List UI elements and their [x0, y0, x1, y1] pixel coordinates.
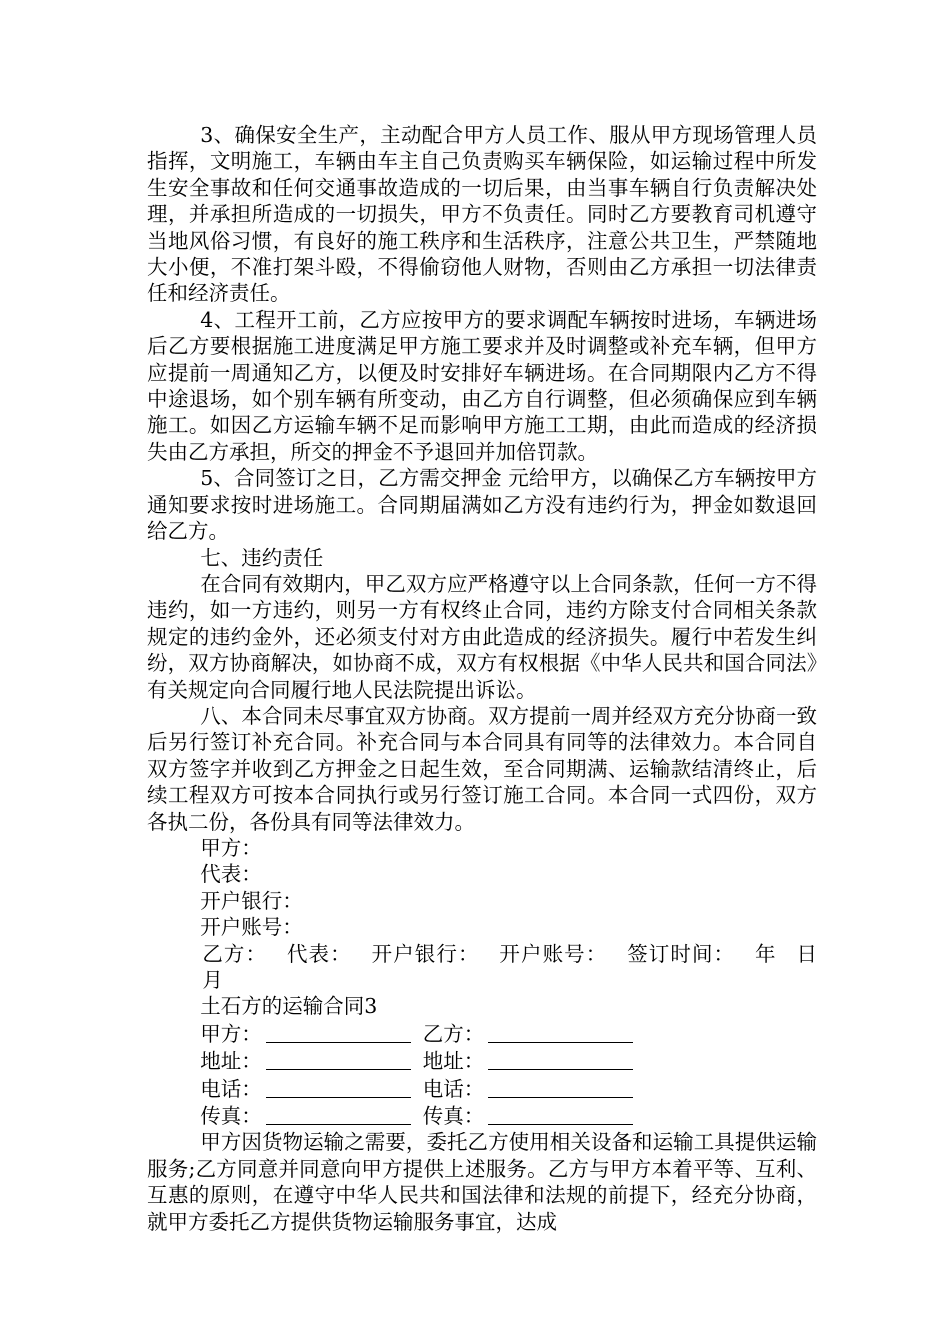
info-row-phone [147, 1075, 817, 1102]
contract-3-title: 土石方的运输合同3 [200, 994, 378, 1019]
address-b-label: 地址： [422, 1049, 485, 1074]
party-b-blank[interactable] [488, 1022, 633, 1043]
party-b-signature-row: 乙方： 代表： 开户银行： 开户账号： 签订时间： 年 日 月 [202, 941, 817, 992]
party-a-blank[interactable] [266, 1022, 411, 1043]
phone-a-blank[interactable] [266, 1077, 411, 1098]
section-8: 八、本合同未尽事宜双方协商。双方提前一周并经双方充分协商一致后另行签订补充合同。补充合同与本合同具有同等的法律效力。本合同自双方签字并收到乙方押金之日起生效，至合同期满、运输款结清终止，后续工程双方可按本合同执行或另行签订施工合同。本合同一式四份，双方各执二份，各份具有同等法律效力。 [147, 703, 817, 834]
info-row-fax [147, 1102, 817, 1129]
section-7-title: 七、违约责任 [200, 545, 324, 570]
clause-5: 5、合同签订之日，乙方需交押金 元给甲方，以确保乙方车辆按甲方通知要求按时进场施工。合同期届满如乙方没有违约行为，押金如数退回给乙方。 [147, 466, 817, 544]
party-a-rep: 代表： [200, 862, 262, 887]
info-row-party [147, 1020, 817, 1047]
party-a-name: 甲方： [200, 835, 262, 860]
fax-a-label: 传真： [200, 1104, 262, 1129]
contract-3-intro: 甲方因货物运输之需要，委托乙方使用相关设备和运输工具提供运输服务;乙方同意并同意向甲方提供上述服务。乙方与甲方本着平等、互利、互惠的原则，在遵守中华人民共和国法律和法规的前提下，经充分协商，就甲方委托乙方提供货物运输服务事宜，达成 [147, 1130, 817, 1234]
fax-a-blank[interactable] [266, 1104, 411, 1125]
phone-b-label: 电话： [422, 1076, 485, 1101]
fax-b-label: 传真： [422, 1104, 485, 1129]
party-a-account: 开户账号： [200, 915, 303, 940]
phone-b-blank[interactable] [488, 1077, 633, 1098]
address-a-blank[interactable] [266, 1049, 411, 1070]
phone-a-label: 电话： [200, 1076, 262, 1101]
fax-b-blank[interactable] [488, 1104, 633, 1125]
party-a-label: 甲方： [200, 1021, 262, 1046]
info-row-address [147, 1047, 817, 1074]
document-page [147, 122, 817, 1235]
section-7-body: 在合同有效期内，甲乙双方应严格遵守以上合同条款，任何一方不得违约，如一方违约，则另一方有权终止合同，违约方除支付合同相关条款规定的违约金外，还必须支付对方由此造成的经济损失。履行中若发生纠纷，双方协商解决，如协商不成，双方有权根据《中华人民共和国合同法》有关规定向合同履行地人民法院提出诉讼。 [147, 571, 817, 702]
address-b-blank[interactable] [488, 1049, 633, 1070]
clause-4: 4、工程开工前，乙方应按甲方的要求调配车辆按时进场，车辆进场后乙方要根据施工进度满足甲方施工要求并及时调整或补充车辆，但甲方应提前一周通知乙方，以便及时安排好车辆进场。在合同期限内乙方不得中途退场，如个别车辆有所变动，由乙方自行调整，但必须确保应到车辆施工。如因乙方运输车辆不足而影响甲方施工工期，由此而造成的经济损失由乙方承担，所交的押金不予退回并加倍罚款。 [147, 307, 817, 464]
party-a-bank: 开户银行： [200, 888, 303, 913]
address-a-label: 地址： [200, 1049, 262, 1074]
clause-3: 3、确保安全生产，主动配合甲方人员工作、服从甲方现场管理人员指挥，文明施工，车辆由车主自己负责购买车辆保险，如运输过程中所发生安全事故和任何交通事故造成的一切后果，由当事车辆自行负责解决处理，并承担所造成的一切损失，甲方不负责任。同时乙方要教育司机遵守当地风俗习惯，有良好的施工秩序和生活秩序，注意公共卫生，严禁随地大小便，不准打架斗殴，不得偷窃他人财物，否则由乙方承担一切法律责任和经济责任。 [147, 123, 817, 306]
party-b-label: 乙方： [422, 1021, 485, 1046]
